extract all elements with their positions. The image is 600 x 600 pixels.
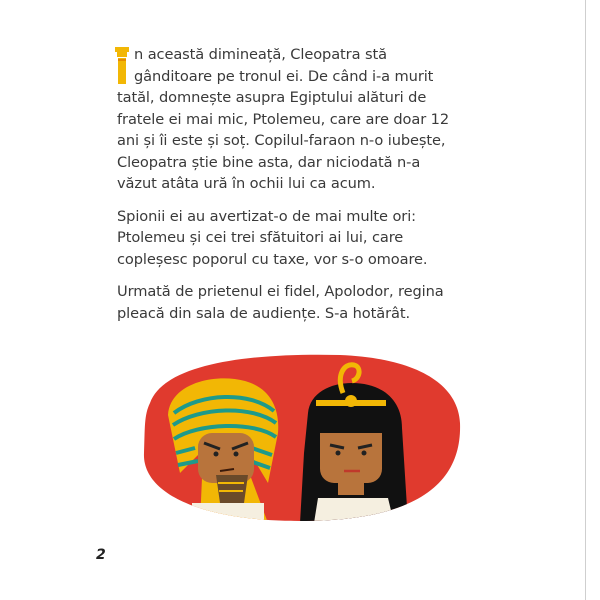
paragraph-1 [117, 44, 452, 195]
paragraph-1-rest: tatăl, domnește asupra Egiptului alături de fratele ei mai mic, Ptolemeu, care are doar 12 ani și îi este și soț. Copilul-faraon n-o iubește, Cleopatra știe bine asta, dar niciodată n-a văzut atâta ură în ochii lui ca acum. [117, 89, 450, 192]
paragraph-3: Urmată de prietenul ei fidel, Apolodor, regina pleacă din sala de audiențe. S-a hotărât. [117, 283, 444, 322]
cleopatra-ptolemy-illustration [140, 353, 465, 523]
story-text [117, 44, 452, 335]
page-number: 2 [96, 547, 106, 563]
dropcap-i [114, 47, 130, 84]
paragraph-1-line-2: gânditoare pe tronul ei. De când i-a murit [134, 67, 434, 85]
page-edge [585, 0, 586, 600]
paragraph-2: Spionii ei au avertizat-o de mai multe ori: Ptolemeu și cei trei sfătuitori ai lui, care copleșesc poporul cu taxe, vor s-o omoare. [117, 207, 428, 268]
paragraph-1-line-1: n această dimineață, Cleopatra stă [134, 46, 387, 63]
